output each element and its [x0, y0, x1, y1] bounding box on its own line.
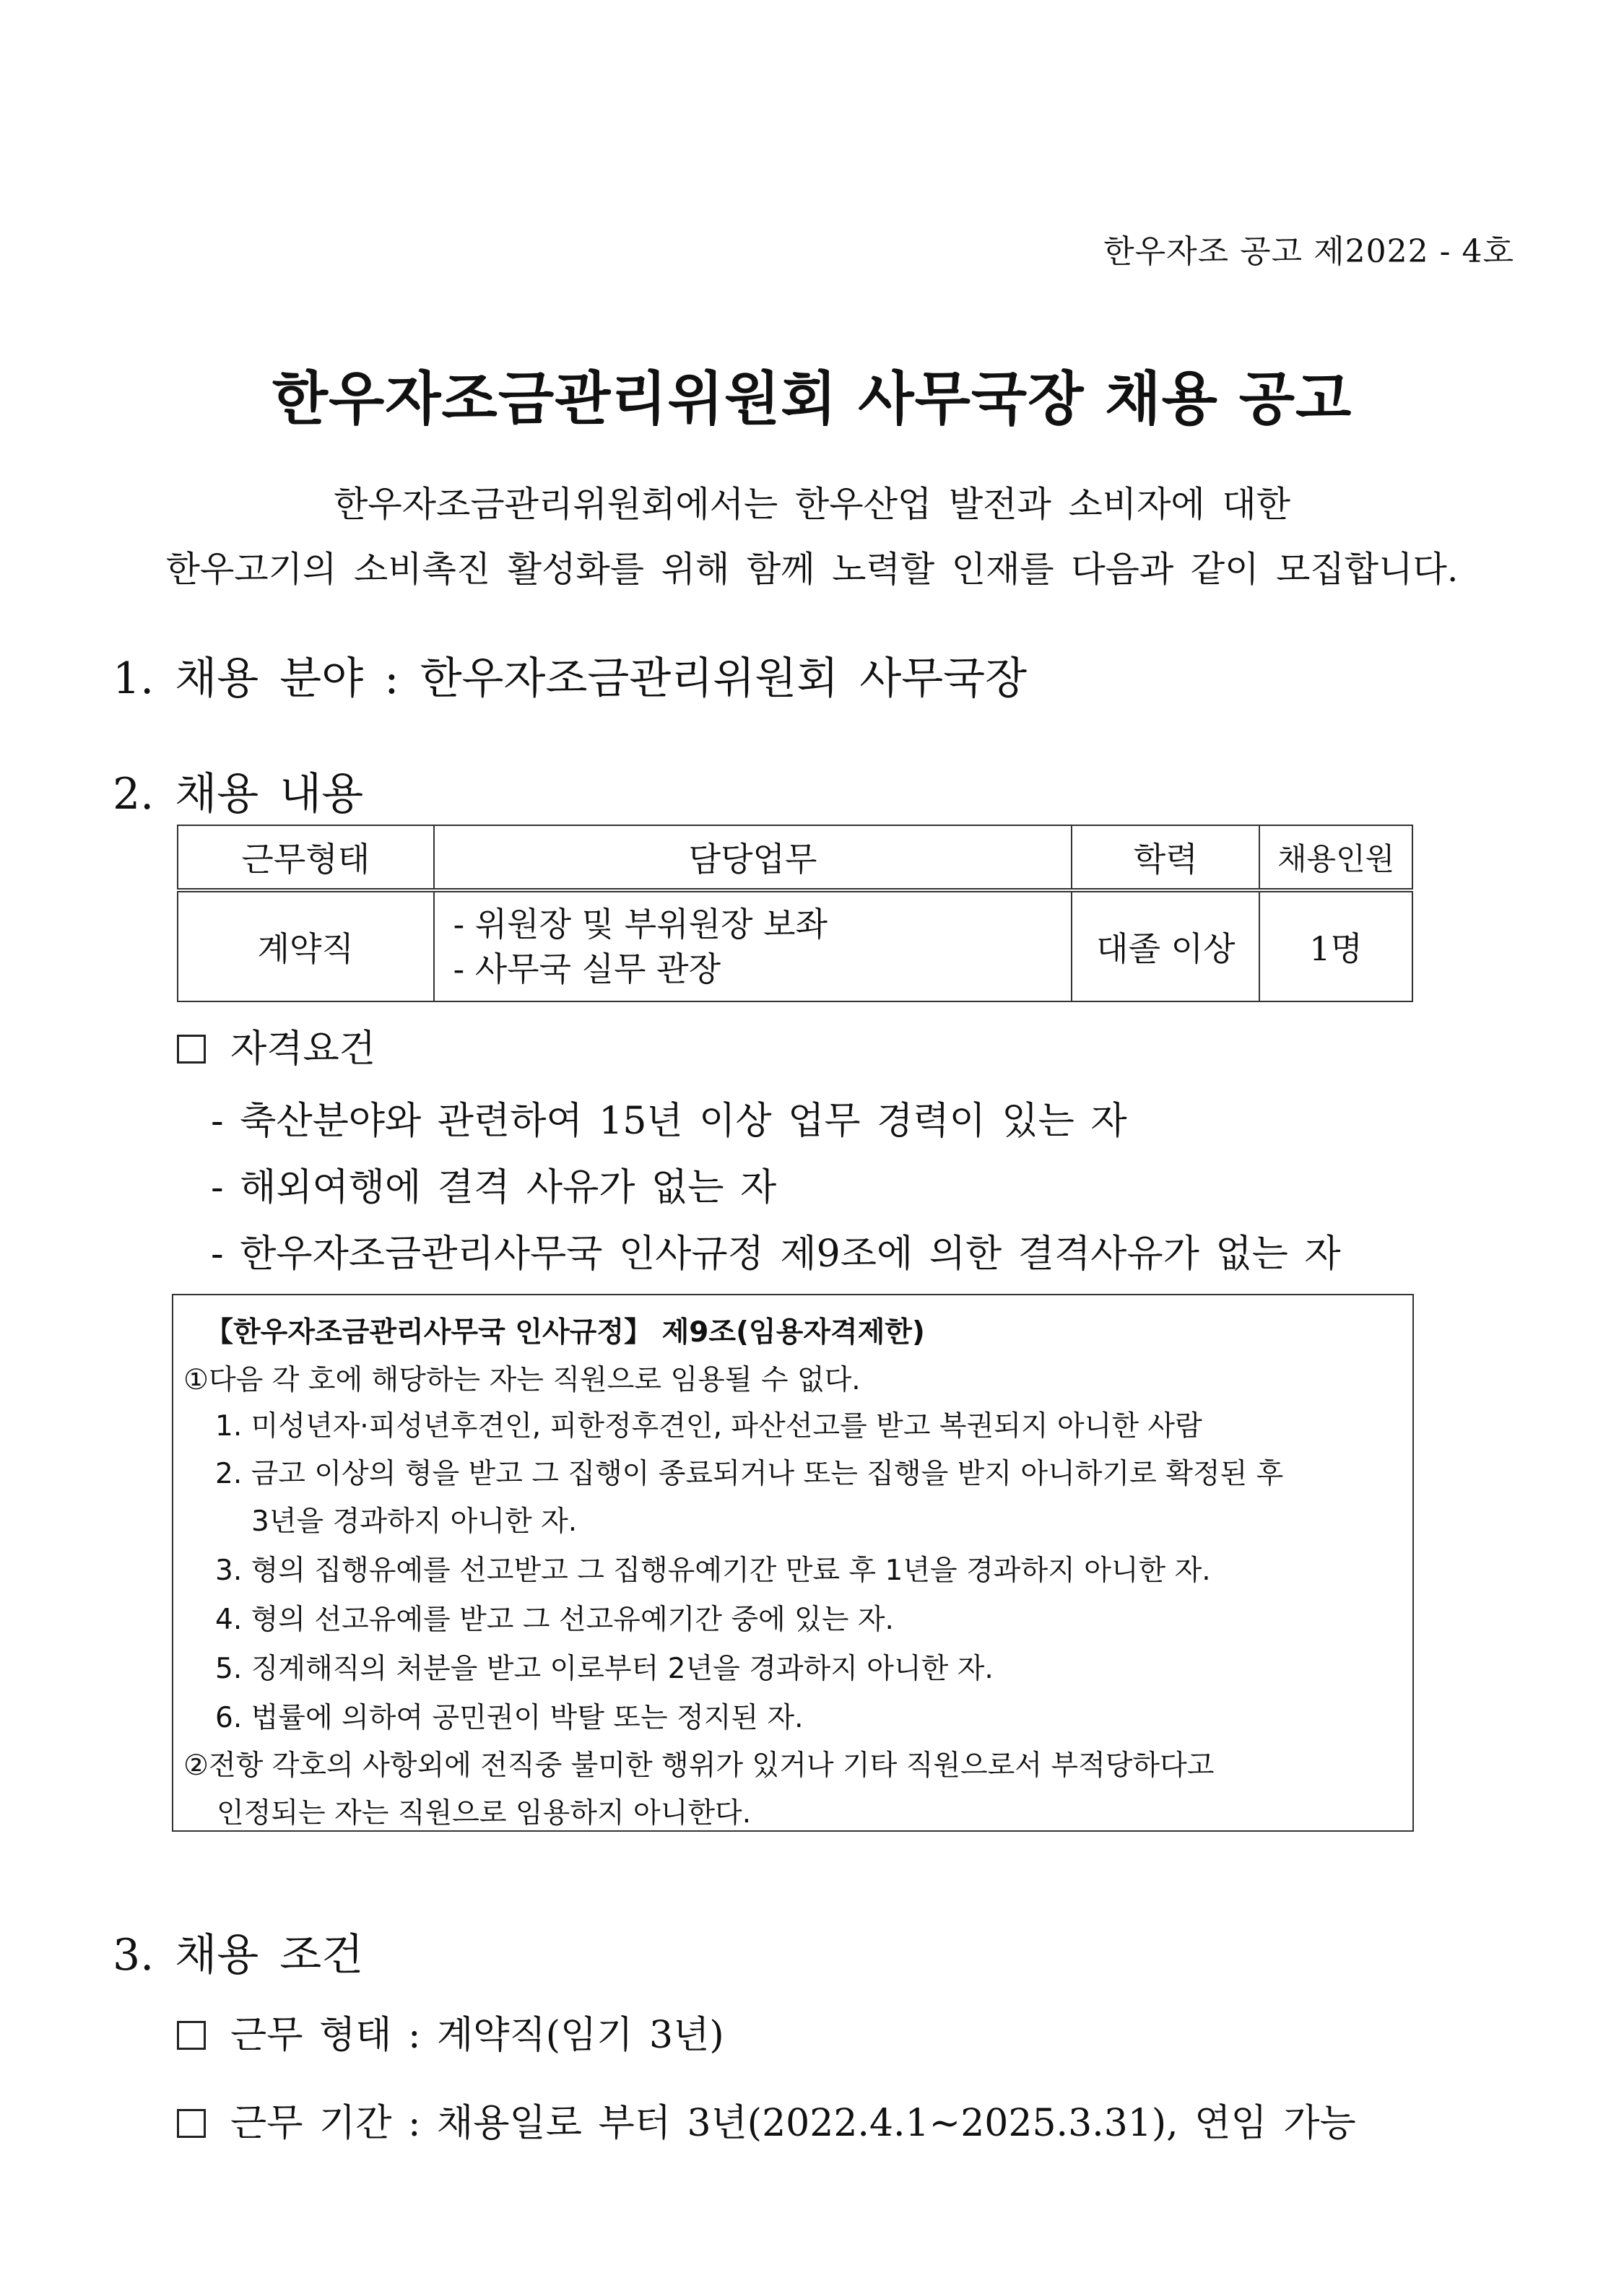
qualification-item: - 축산분야와 관련하여 15년 이상 업무 경력이 있는 자 [211, 1100, 1127, 1143]
rule-item: 6. 법률에 의하여 공민권이 박탈 또는 정지된 자. [215, 1702, 804, 1734]
rule-clause-2-continued: 인정되는 자는 직원으로 임용하지 아니한다. [217, 1797, 752, 1830]
checkbox-icon [177, 2021, 206, 2050]
section-recruitment-field: 1. 채용 분야 : 한우자조금관리위원회 사무국장 [113, 653, 1028, 704]
qualification-item: - 해외여행에 결격 사유가 없는 자 [211, 1166, 777, 1209]
rule-item: 3. 형의 집행유예를 선고받고 그 집행유예기간 만료 후 1년을 경과하지 아니한 자. [215, 1554, 1211, 1587]
header-headcount: 채용인원 [1259, 825, 1412, 890]
rule-box-title: 【한우자조금관리사무국 인사규정】 제9조(임용자격제한) [205, 1316, 925, 1349]
duty-item: - 위원장 및 부위원장 보좌 [453, 905, 828, 944]
cell-education: 대졸 이상 [1072, 890, 1259, 1001]
duty-item: - 사무국 실무 관장 [453, 949, 721, 988]
rule-clause-1: ①다음 각 호에 해당하는 자는 직원으로 임용될 수 없다. [183, 1364, 861, 1396]
header-education: 학력 [1072, 825, 1259, 890]
section-recruitment-content-heading: 2. 채용 내용 [113, 769, 364, 819]
qualifications-label: 자격요건 [230, 1027, 375, 1071]
header-work-type: 근무형태 [178, 825, 434, 890]
condition-text: 근무 형태 : 계약직(임기 3년) [230, 2014, 724, 2057]
qualifications-heading [177, 1018, 375, 1072]
cell-duties [434, 890, 1072, 1001]
notice-number: 한우자조 공고 제2022 - 4호 [1103, 233, 1514, 270]
checkbox-icon [177, 1035, 206, 1064]
intro-line-2: 한우고기의 소비촉진 활성화를 위해 함께 노력할 인재를 다음과 같이 모집합니다. [165, 549, 1459, 590]
section-recruitment-conditions-heading: 3. 채용 조건 [113, 1930, 364, 1980]
intro-line-1: 한우자조금관리위원회에서는 한우산업 발전과 소비자에 대한 [334, 484, 1290, 525]
header-duties: 담당업무 [434, 825, 1072, 890]
cell-work-type: 계약직 [178, 890, 434, 1001]
rule-item: 4. 형의 선고유예를 받고 그 선고유예기간 중에 있는 자. [215, 1604, 894, 1636]
recruitment-table [177, 825, 1413, 1002]
rule-clause-2: ②전항 각호의 사항외에 전직중 불미한 행위가 있거나 기타 직원으로서 부적당하다고 [183, 1749, 1215, 1782]
condition-item [177, 2004, 724, 2058]
condition-item [177, 2092, 1356, 2147]
rule-item-continued: 3년을 경과하지 아니한 자. [251, 1505, 578, 1538]
qualification-item: - 한우자조금관리사무국 인사규정 제9조에 의한 결격사유가 없는 자 [211, 1232, 1341, 1276]
cell-headcount: 1명 [1259, 890, 1412, 1001]
page-title: 한우자조금관리위원회 사무국장 채용 공고 [272, 365, 1352, 432]
table-row [178, 890, 1412, 1001]
personnel-rule-box [172, 1294, 1414, 1832]
rule-item: 2. 금고 이상의 형을 받고 그 집행이 종료되거나 또는 집행을 받지 아니하기로 확정된 후 [215, 1458, 1284, 1490]
condition-text: 근무 기간 : 채용일로 부터 3년(2022.4.1~2025.3.31), 연임 가능 [230, 2102, 1356, 2145]
table-header-row [178, 825, 1412, 890]
checkbox-icon [177, 2109, 206, 2138]
rule-item: 1. 미성년자·피성년후견인, 피한정후견인, 파산선고를 받고 복권되지 아니한 사람 [215, 1410, 1202, 1443]
rule-item: 5. 징계해직의 처분을 받고 이로부터 2년을 경과하지 아니한 자. [215, 1653, 994, 1685]
